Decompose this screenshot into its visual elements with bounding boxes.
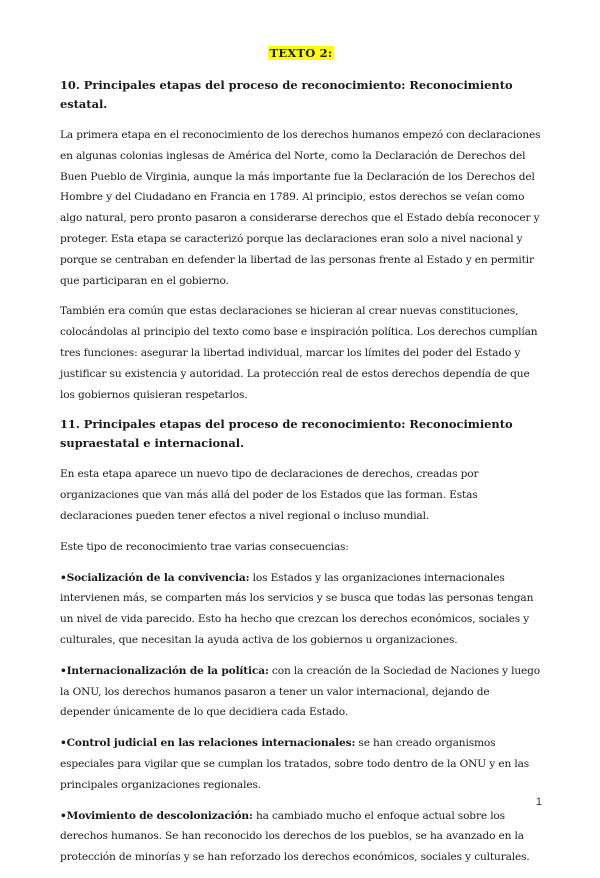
consequence-descolonizacion-text: ha cambiado mucho el enfoque actual sobre los derechos humanos. Se han reconocido los derechos de los pueblos, se ha avanzado en la protección de minorías y se han reforzado los derechos económicos, sociales y culturales. xyxy=(60,809,530,864)
consequence-control-judicial-lead: •Control judicial en las relaciones internacionales: xyxy=(60,737,356,750)
consequence-internacionalizacion-text: con la creación de la Sociedad de Naciones y luego la ONU, los derechos humanos pasaron a tener un valor internacional, dejando de depender únicamente de lo que decidiera cada Estado. xyxy=(60,664,541,719)
consequence-internacionalizacion-lead: •Internacionalización de la política: xyxy=(60,664,269,677)
consequence-internacionalizacion xyxy=(60,661,542,723)
page-number: 1 xyxy=(535,796,542,808)
section-10-heading: 10. Principales etapas del proceso de reconocimiento: Reconocimiento estatal. xyxy=(60,78,513,111)
section-11-consequences-intro: Este tipo de reconocimiento trae varias consecuencias: xyxy=(60,540,349,553)
consequence-socializacion-text: los Estados y las organizaciones internacionales intervienen más, se comparten más los servicios y se busca que todas las personas tengan un nivel de vida parecido. Esto ha hecho que crezcan los derechos económicos, sociales y culturales, que necesitan la ayuda activa de los gobiernos u organizaciones. xyxy=(60,571,534,646)
document-title xyxy=(60,46,542,60)
consequence-descolonizacion xyxy=(60,806,542,868)
section-10-paragraph-1: La primera etapa en el reconocimiento de los derechos humanos empezó con declaraciones en algunas colonias inglesas de América del Norte, como la Declaración de Derechos del Buen Pueblo de Virginia, aunque la más importante fue la Declaración de los Derechos del Hombre y del Ciudadano en Francia en 1789. Al principio, estos derechos se veían como algo natural, pero pronto pasaron a considerarse derechos que el Estado debía reconocer y proteger. Esta etapa se caracterizó porque las declaraciones eran solo a nivel nacional y porque se centraban en defender la libertad de las personas frente al Estado y en permitir que participaran en el gobierno. xyxy=(60,129,541,287)
section-11-intro-paragraph: En esta etapa aparece un nuevo tipo de declaraciones de derechos, creadas por organizaciones que van más allá del poder de los Estados que las forman. Estas declaraciones pueden tener efectos a nivel regional o incluso mundial. xyxy=(60,468,479,522)
consequence-socializacion-lead: •Socialización de la convivencia: xyxy=(60,571,250,584)
section-10-paragraph-2: También era común que estas declaraciones se hicieran al crear nuevas constituciones, colocándolas al principio del texto como base e inspiración política. Los derechos cumplían tres funciones: asegurar la libertad individual, marcar los límites del poder del Estado y justificar su existencia y autoridad. La protección real de estos derechos dependía de que los gobiernos quisieran respetarlos. xyxy=(60,305,538,401)
section-11-heading: 11. Principales etapas del proceso de reconocimiento: Reconocimiento supraestatal e internacional. xyxy=(60,417,513,451)
document-title-text: TEXTO 2: xyxy=(269,46,333,60)
document-page xyxy=(60,46,542,878)
consequence-socializacion xyxy=(60,568,542,651)
consequence-descolonizacion-lead: •Movimiento de descolonización: xyxy=(60,809,253,822)
consequence-control-judicial-text: se han creado organismos especiales para vigilar que se cumplan los tratados, sobre todo dentro de la ONU y en las principales organizaciones regionales. xyxy=(60,737,530,791)
consequence-control-judicial xyxy=(60,733,542,795)
